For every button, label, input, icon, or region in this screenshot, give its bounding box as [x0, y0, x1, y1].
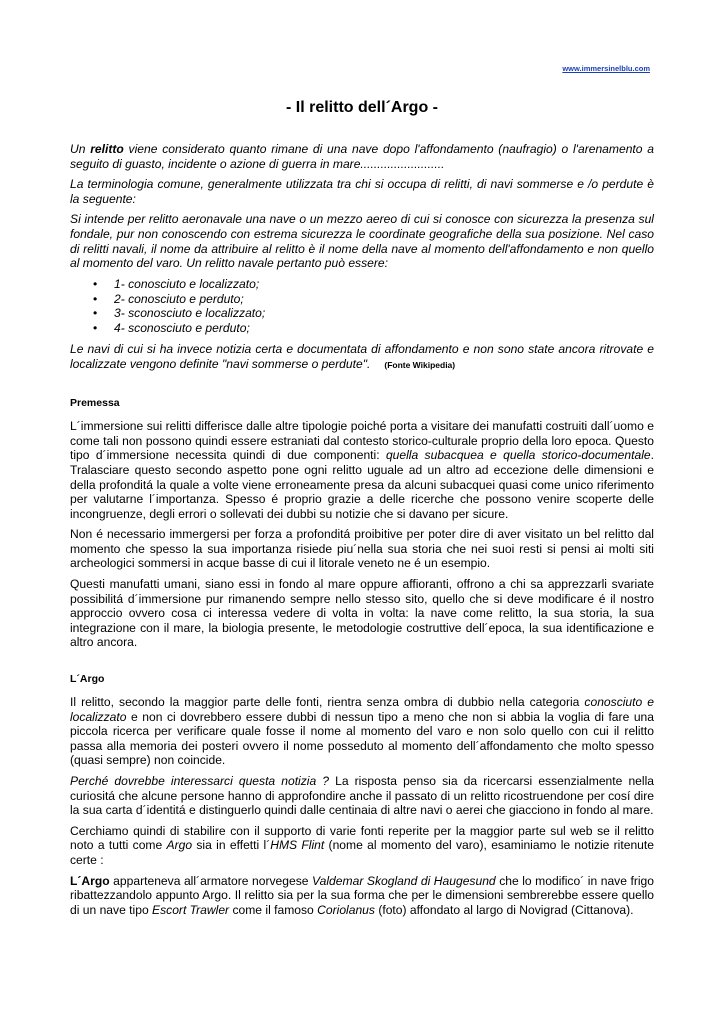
argo-paragraph-2 [70, 774, 654, 818]
list-item-text: 2- conosciuto e perduto; [114, 291, 244, 306]
list-item [93, 321, 654, 336]
premessa-italic: quella subacquea e quella storico-documentale [385, 448, 651, 463]
list-item [93, 291, 654, 307]
bullet-icon: • [93, 306, 98, 321]
list-item [93, 306, 654, 321]
source-citation: (Fonte Wikipedia) [384, 359, 456, 370]
argo-text: Il relitto, secondo la maggior parte delle fonti, rientra senza ombra di dubbio nella categoria [70, 695, 585, 710]
argo-text: (nome al momento del varo), esaminiamo le notizie ritenute certe : [70, 838, 654, 867]
argo-italic: conosciuto e localizzato [70, 695, 654, 724]
intro-paragraph-1 [70, 142, 654, 171]
premessa-paragraph-2: Non é necessario immergersi per forza a profonditá proibitive per poter dire di aver visitato un bel relitto dal momento che spesso la sua importanza risiede piu´nella sua storia che nei suoi resti si pensi ai molti siti archeologici sommersi in acque basse di cui il litorale veneto ne é un esempio. [70, 527, 654, 571]
list-item-text: 4- sconosciuto e perduto; [114, 321, 250, 336]
argo-text: come il famoso [229, 902, 318, 917]
argo-text: che lo modifico´ in nave frigo ribattezzandolo appunto Argo. Il relitto sia per la sua forma che per le dimensioni sembrerebbe essere quello di un nave tipo [70, 873, 654, 917]
intro-text: Le navi di cui si ha invece notizia certa e documentata di affondamento e non sono state ancora ritrovate e localizzate vengono definite "navi sommerse o perdute". [70, 341, 654, 371]
bullet-icon: • [93, 321, 98, 336]
relitto-term: relitto [90, 142, 124, 156]
argo-italic: Argo [166, 838, 193, 853]
site-link[interactable]: www.immersinelblu.com [562, 64, 650, 73]
argo-italic: Valdemar Skogland di Haugesund [312, 873, 496, 888]
intro-paragraph-2: La terminologia comune, generalmente utilizzata tra chi si occupa di relitti, di navi sommerse e /o perdute è la seguente: [70, 177, 654, 206]
argo-italic: Coriolanus [317, 902, 375, 917]
section-spacer [70, 656, 654, 673]
intro-text: Un [70, 142, 91, 156]
argo-paragraph-3 [70, 824, 654, 868]
bullet-icon: • [93, 291, 98, 306]
argo-paragraph-1 [70, 695, 654, 768]
argo-italic: HMS Flint [270, 838, 325, 853]
premessa-paragraph-1 [70, 419, 654, 521]
argo-text: sia in effetti l´ [192, 838, 271, 853]
intro-paragraph-3: Si intende per relitto aeronavale una nave o un mezzo aereo di cui si conosce con sicurezza la presenza sul fondale, pur non conoscendo con estrema sicurezza le coordinate geografiche della sua posizione. Nel caso di relitti navali, il nome da attribuire al relitto è il nome della nave al momento dell'affondamento e non quello al momento del varo. Un relitto navale pertanto può essere: [70, 212, 654, 271]
bullet-icon: • [93, 276, 98, 291]
premessa-text: L´immersione sui relitti differisce dalle altre tipologie poiché porta a visitare dei manufatti costruiti dall´uomo e come tali non possono quindi essere estraniati dal contesto storico-culturale proprio della loro epoca. Questo tipo d´immersione necessita quindi di due componenti: [70, 419, 654, 463]
intro-text: viene considerato quanto rimane di una nave dopo l'affondamento (naufragio) o l'arenamento a seguito di guasto, incidente o azione di guerra in mare......................... [70, 142, 654, 171]
document-title: - Il relitto dell´Argo - [286, 99, 438, 116]
argo-text: (foto) affondato al largo di Novigrad (Cittanova). [374, 902, 634, 917]
premessa-text: . Tralasciare questo secondo aspetto pone ogni relitto uguale ad un altro ad eccezione delle dimensioni e della profonditá la quale a volte viene erroneamente presa da alcuni subacquei quasi come unico riferimento per valutarne l´importanza. Spesso é proprio grazie a delle ricerche che possono venire scoperte delle incongruenze, degli errori o sollevati dei dubbi su notizie che si davano per sicure. [70, 448, 654, 521]
argo-text: e non ci dovrebbero essere dubbi di nessun tipo a meno che non si abbia la voglia di fare una piccola ricerca per verificare quale fosse il nome al momento del varo e non solo quello con cui il relitto passa alla memoria dei posteri ovvero il nome posseduto al momento dell´affondamento che molto spesso (quasi sempre) non coincide. [70, 709, 654, 768]
section-spacer [70, 378, 654, 397]
argo-bold: L´Argo [70, 873, 110, 888]
intro-paragraph-4 [70, 342, 654, 372]
argo-text: Cerchiamo quindi di stabilire con il supporto di varie fonti reperite per la maggior parte sul web se il relitto noto a tutti come [70, 823, 654, 853]
list-item-text: 3- sconosciuto e localizzato; [114, 306, 266, 321]
argo-italic: Escort Trawler [152, 902, 230, 917]
relitto-categories-list [70, 277, 654, 336]
argo-italic: Perché dovrebbe interessarci questa notizia ? [70, 774, 330, 788]
premessa-heading: Premessa [70, 397, 120, 410]
list-item [93, 276, 654, 292]
argo-text: apparteneva all´armatore norvegese [109, 873, 313, 888]
argo-heading: L´Argo [70, 673, 105, 686]
premessa-paragraph-3: Questi manufatti umani, siano essi in fondo al mare oppure affioranti, offrono a chi sa apprezzarli svariate possibilitá d´immersione pur rimanendo sempre nello stesso sito, quello che si deve modificare é il nostro approccio ovvero cosa ci interessa vedere di volta in volta: la nave come relitto, la sua storia, la sua integrazione con il mare, la biologia presente, le metodologie costruttive dell´epoca, la sua identificazione e altro ancora. [70, 577, 654, 650]
list-item-text: 1- conosciuto e localizzato; [114, 276, 260, 291]
argo-paragraph-4 [70, 874, 654, 918]
argo-text: La risposta penso sia da ricercarsi essenzialmente nella curiositá che alcune persone hanno di approfondire anche il passato di un relitto ricostruendone per cosí dire la sua carta d´identitá e distinguerlo quindi dalle centinaia di altre navi o aerei che giacciono in fondo al mare. [70, 774, 654, 818]
